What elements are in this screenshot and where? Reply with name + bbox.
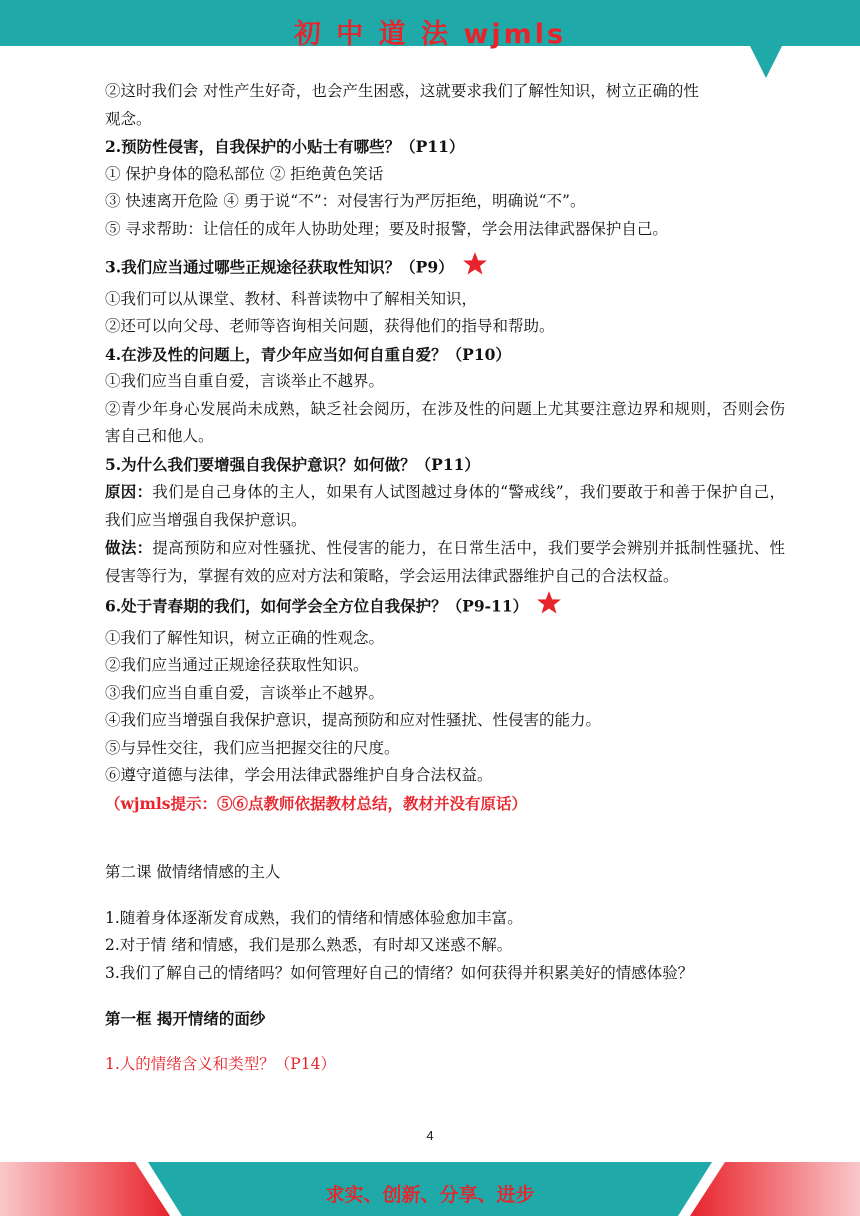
lesson-title: 第二课 做情绪情感的主人 [105, 863, 281, 881]
answer-item: ②还可以向父母、老师等咨询相关问题，获得他们的指导和帮助。 [105, 317, 555, 335]
reason-label: 原因： [105, 482, 153, 501]
teacher-tip: （wjmls提示：⑤⑥点教师依据教材总结，教材并没有原话） [105, 793, 527, 813]
answer-item: ③ 快速离开危险 ④ 勇于说“不”：对侵害行为严厉拒绝，明确说“不”。 [105, 192, 586, 210]
answer-item: ①我们了解性知识，树立正确的性观念。 [105, 628, 385, 647]
intro-item: 3.我们了解自己的情绪吗？如何管理好自己的情绪？如何获得并积累美好的情感体验？ [105, 963, 694, 982]
method-text: 提高预防和应对性骚扰、性侵害的能力，在日常生活中，我们要学会辨别并抵制性骚扰、性侵害等行为，掌握有效的应对方法和策略，学会运用法律武器维护自己的合法权益。 [105, 539, 785, 585]
answer-item: ④我们应当增强自我保护意识，提高预防和应对性骚扰、性侵害的能力。 [105, 711, 602, 729]
page-number: 4 [426, 1128, 434, 1143]
answer-item: ⑤与异性交往，我们应当把握交往的尺度。 [105, 738, 400, 757]
question-heading-red: 1.人的情绪含义和类型？（P14） [105, 1054, 336, 1073]
footer-slogan: 求实、创新、分享、进步 [325, 1184, 535, 1206]
question-heading [105, 251, 785, 286]
question-text: 3.我们应当通过哪些正规途径获取性知识？（P9） [105, 257, 454, 277]
answer-item: ①我们应当自重自爱，言谈举止不越界。 [105, 372, 385, 390]
answer-item: ①我们可以从课堂、教材、科普读物中了解相关知识， [105, 289, 478, 308]
document-body [105, 78, 785, 1078]
answer-item: ⑤ 寻求帮助：让信任的成年人协助处理；要及时报警，学会用法律武器保护自己。 [105, 219, 668, 238]
intro-item: 2.对于情 绪和情感，我们是那么熟悉，有时却又迷惑不解。 [105, 936, 513, 954]
answer-item: ① 保护身体的隐私部位 ② 拒绝黄色笑话 [105, 164, 384, 183]
answer-item: ②青少年身心发展尚未成熟，缺乏社会阅历，在涉及性的问题上尤其要注意边界和规则，否则会伤害自己和他人。 [105, 399, 785, 445]
star-icon [462, 251, 488, 286]
section-title: 第一框 揭开情绪的面纱 [105, 1009, 266, 1028]
answer-method [105, 534, 785, 590]
answer-item: ②我们应当通过正规途径获取性知识。 [105, 656, 369, 674]
question-text: 6.处于青春期的我们，如何学会全方位自我保护？（P9-11） [105, 596, 529, 616]
answer-reason [105, 478, 785, 534]
header-banner [0, 0, 860, 90]
reason-text: 我们是自己身体的主人，如果有人试图越过身体的“警戒线”，我们要敢于和善于保护自己，我们应当增强自我保护意识。 [105, 483, 785, 529]
footer-banner [0, 1158, 860, 1216]
star-icon [536, 590, 562, 625]
answer-item: ⑥遵守道德与法律，学会用法律武器维护自身合法权益。 [105, 766, 493, 784]
intro-item: 1.随着身体逐渐发育成熟，我们的情绪和情感体验愈加丰富。 [105, 908, 523, 927]
answer-item: ③我们应当自重自爱，言谈举止不越界。 [105, 683, 385, 702]
paragraph: 观念。 [105, 109, 152, 128]
question-heading: 5.为什么我们要增强自我保护意识？如何做？（P11） [105, 454, 480, 474]
method-label: 做法： [105, 538, 153, 557]
paragraph: ②这时我们会 对性产生好奇，也会产生困惑，这就要求我们了解性知识，树立正确的性 [105, 82, 699, 100]
question-heading [105, 590, 785, 625]
question-heading: 4.在涉及性的问题上，青少年应当如何自重自爱？（P10） [105, 344, 511, 364]
question-heading: 2.预防性侵害，自我保护的小贴士有哪些？（P11） [105, 137, 465, 156]
header-title: 初 中 道 法 wjmls [293, 19, 567, 50]
